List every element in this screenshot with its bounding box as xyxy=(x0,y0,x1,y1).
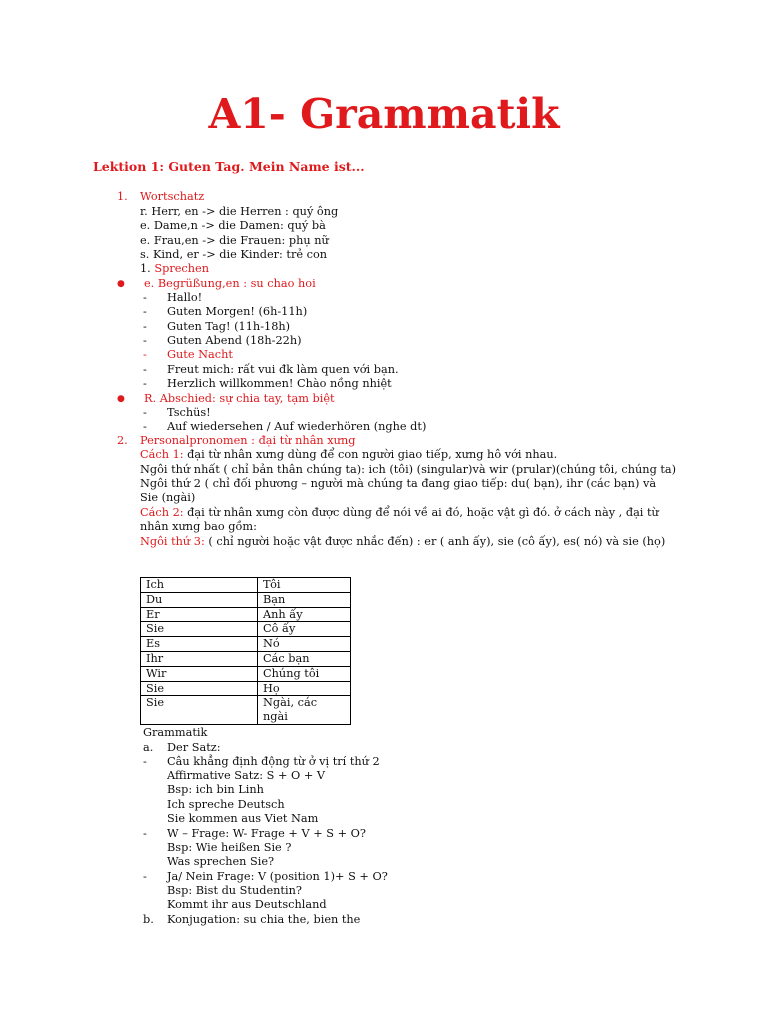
pronoun-table xyxy=(140,577,351,725)
ngoi3-label: Ngôi thứ 3: xyxy=(140,535,205,548)
cach2-text: đại từ nhân xưng còn được dùng để nói về ai đó, hoặc vật gì đó. ở cách này , đại từ nhân xưng bao gồm: xyxy=(140,506,659,534)
sprechen-heading xyxy=(140,262,209,276)
pronoun-german-cell: Wir xyxy=(141,666,258,681)
greeting-item: Guten Tag! (11h-18h) xyxy=(167,320,291,333)
dash-marker: - xyxy=(143,870,147,883)
section-heading-personalpronomen: Personalpronomen : đại từ nhân xưng xyxy=(140,434,356,447)
table-row xyxy=(141,651,351,666)
table-row xyxy=(141,681,351,696)
grammar-example: Sie kommen aus Viet Nam xyxy=(167,812,319,825)
pronoun-german-cell: Ich xyxy=(141,578,258,593)
grammar-example: Ich spreche Deutsch xyxy=(167,798,285,811)
greeting-item: Hallo! xyxy=(167,291,203,304)
greeting-item: Herzlich willkommen! Chào nồng nhiệt xyxy=(167,377,392,390)
dash-marker: - xyxy=(143,406,147,419)
second-person-paragraph: Ngôi thứ 2 ( chỉ đối phương – người mà chúng ta đang giao tiếp: du( bạn), ihr (các bạn) và Sie (ngài) xyxy=(140,477,657,505)
grammar-rule: W – Frage: W- Frage + V + S + O? xyxy=(167,827,366,840)
pronoun-vietnamese-cell: Nó xyxy=(258,637,351,652)
pronoun-german-cell: Du xyxy=(141,592,258,607)
grammatik-heading: Grammatik xyxy=(143,726,208,739)
page-title: A1- Grammatik xyxy=(208,90,560,138)
vocab-item: e. Frau,en -> die Frauen: phụ nữ xyxy=(140,234,329,247)
bullet-icon: ● xyxy=(117,394,125,404)
table-row xyxy=(141,696,351,725)
lesson-heading: Lektion 1: Guten Tag. Mein Name ist... xyxy=(93,159,365,174)
dash-marker: - xyxy=(143,755,147,768)
pronoun-vietnamese-cell: Cô ấy xyxy=(258,622,351,637)
cach1-paragraph xyxy=(140,448,557,462)
vocab-item: e. Dame,n -> die Damen: quý bà xyxy=(140,219,326,232)
farewell-item: Tschüs! xyxy=(167,406,211,419)
table-row xyxy=(141,666,351,681)
grammar-example: Bsp: Bist du Studentin? xyxy=(167,884,302,897)
list-number: 2. xyxy=(117,434,128,447)
section-heading-abschied: R. Abschied: sự chia tay, tạm biệt xyxy=(144,392,335,405)
greeting-item: Guten Morgen! (6h-11h) xyxy=(167,305,308,318)
third-person-paragraph xyxy=(140,535,665,549)
pronoun-german-cell: Sie xyxy=(141,696,258,725)
pronoun-german-cell: Sie xyxy=(141,622,258,637)
greeting-item: Gute Nacht xyxy=(167,348,233,361)
vocab-item: r. Herr, en -> die Herren : quý ông xyxy=(140,205,339,218)
pronoun-german-cell: Sie xyxy=(141,681,258,696)
list-number: 1. xyxy=(140,262,151,275)
satz-heading: Der Satz: xyxy=(167,741,221,754)
dash-marker: - xyxy=(143,377,147,390)
table-row xyxy=(141,592,351,607)
dash-marker: - xyxy=(143,420,147,433)
greeting-item: Guten Abend (18h-22h) xyxy=(167,334,302,347)
list-letter: b. xyxy=(143,913,154,926)
grammar-example: Affirmative Satz: S + O + V xyxy=(167,769,326,782)
table-row xyxy=(141,622,351,637)
dash-marker: - xyxy=(143,334,147,347)
ngoi3-text: ( chỉ người hoặc vật được nhắc đến) : er ( anh ấy), sie (cô ấy), es( nó) và sie (họ) xyxy=(204,535,666,548)
pronoun-vietnamese-cell: Họ xyxy=(258,681,351,696)
section-heading-begruessung: e. Begrüßung,en : su chao hoi xyxy=(144,277,316,290)
grammar-example: Was sprechen Sie? xyxy=(167,855,275,868)
table-row xyxy=(141,637,351,652)
pronoun-vietnamese-cell: Chúng tôi xyxy=(258,666,351,681)
grammar-example: Kommt ihr aus Deutschland xyxy=(167,898,327,911)
pronoun-vietnamese-cell: Các bạn xyxy=(258,651,351,666)
table-row xyxy=(141,607,351,622)
pronoun-table-body xyxy=(141,578,351,725)
cach2-paragraph xyxy=(140,506,672,535)
list-letter: a. xyxy=(143,741,154,754)
sprechen-label: Sprechen xyxy=(154,262,209,275)
vocab-item: s. Kind, er -> die Kinder: trẻ con xyxy=(140,248,328,261)
grammar-rule: Câu khẳng định động từ ở vị trí thứ 2 xyxy=(167,755,380,768)
section-heading-wortschatz: Wortschatz xyxy=(140,190,205,203)
first-person-paragraph: Ngôi thứ nhất ( chỉ bản thân chúng ta): ich (tôi) (singular)và wir (prular)(chúng tôi, chúng ta) xyxy=(140,463,677,476)
dash-marker: - xyxy=(143,305,147,318)
pronoun-vietnamese-cell: Bạn xyxy=(258,592,351,607)
table-row xyxy=(141,578,351,593)
farewell-item: Auf wiedersehen / Auf wiederhören (nghe dt) xyxy=(167,420,427,433)
dash-marker: - xyxy=(143,827,147,840)
cach1-label: Cách 1: xyxy=(140,448,184,461)
pronoun-vietnamese-cell: Anh ấy xyxy=(258,607,351,622)
bullet-icon: ● xyxy=(117,279,125,289)
dash-marker: - xyxy=(143,320,147,333)
dash-marker: - xyxy=(143,348,147,361)
grammar-rule: Ja/ Nein Frage: V (position 1)+ S + O? xyxy=(167,870,388,883)
pronoun-german-cell: Es xyxy=(141,637,258,652)
pronoun-vietnamese-cell: Tôi xyxy=(258,578,351,593)
grammar-example: Bsp: ich bin Linh xyxy=(167,783,264,796)
cach1-text: đại từ nhân xưng dùng để con người giao tiếp, xưng hô với nhau. xyxy=(183,448,558,461)
cach2-label: Cách 2: xyxy=(140,506,184,519)
pronoun-vietnamese-cell: Ngài, các ngài xyxy=(258,696,351,725)
konjugation-heading: Konjugation: su chia the, bien the xyxy=(167,913,361,926)
list-number: 1. xyxy=(117,190,128,203)
dash-marker: - xyxy=(143,291,147,304)
grammar-example: Bsp: Wie heißen Sie ? xyxy=(167,841,292,854)
pronoun-german-cell: Er xyxy=(141,607,258,622)
dash-marker: - xyxy=(143,363,147,376)
greeting-item: Freut mich: rất vui đk làm quen với bạn. xyxy=(167,363,399,376)
pronoun-german-cell: Ihr xyxy=(141,651,258,666)
